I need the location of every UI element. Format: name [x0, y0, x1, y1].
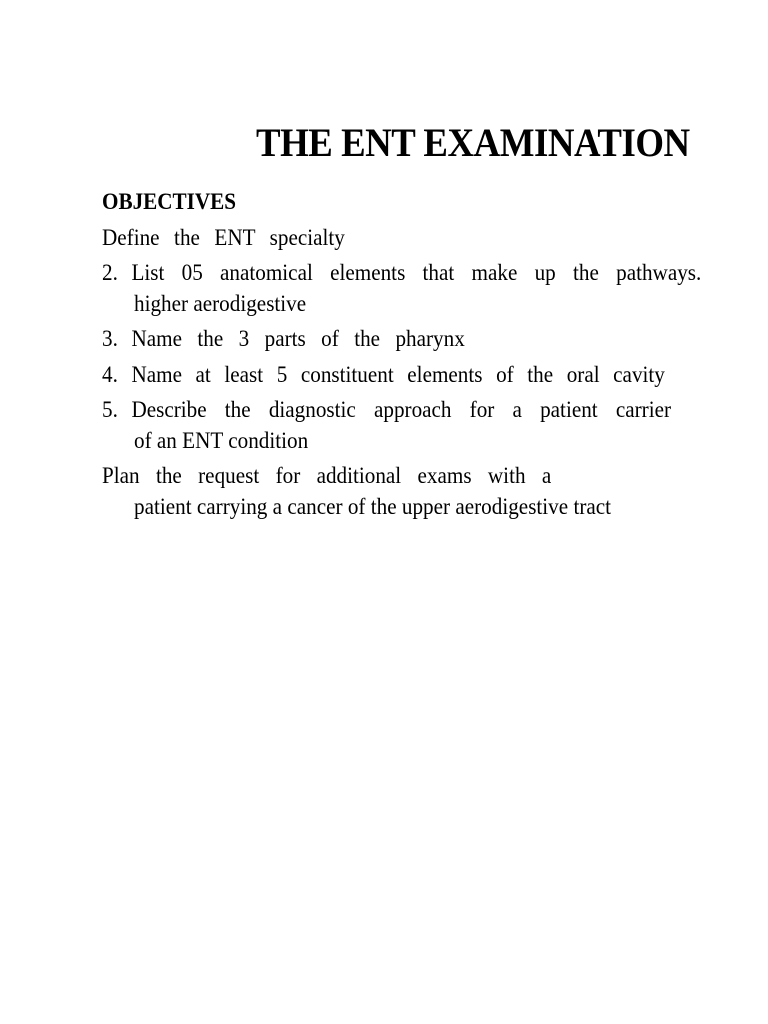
objective-3-line-1: Name the 3 parts of the pharynx [131, 326, 465, 351]
objective-3-number: 3. [102, 326, 118, 351]
page-title: THE ENT EXAMINATION [256, 119, 690, 165]
objective-4-line-1: Name at least 5 constituent elements of the oral cavity [131, 362, 665, 387]
objective-4-number: 4. [102, 362, 118, 387]
objective-2-line-1: List 05 anatomical elements that make up the pathways. [131, 260, 702, 285]
objective-6-line-2: patient carrying a cancer of the upper aerodigestive tract [134, 494, 612, 519]
objective-5 [102, 395, 671, 425]
objective-6-line-1: Plan the request for additional exams with a [102, 463, 552, 488]
objective-5-line-2: of an ENT condition [134, 428, 309, 453]
objectives-heading: OBJECTIVES [102, 189, 237, 214]
objective-4 [102, 360, 665, 390]
objective-1-line-1: Define the ENT specialty [102, 225, 345, 250]
objective-2-number: 2. [102, 260, 118, 285]
objective-2 [102, 258, 701, 288]
objective-5-line-1: Describe the diagnostic approach for a patient carrier [131, 397, 672, 422]
objective-3 [102, 324, 465, 354]
objective-5-number: 5. [102, 397, 118, 422]
objective-2-line-2: higher aerodigestive [134, 291, 307, 316]
